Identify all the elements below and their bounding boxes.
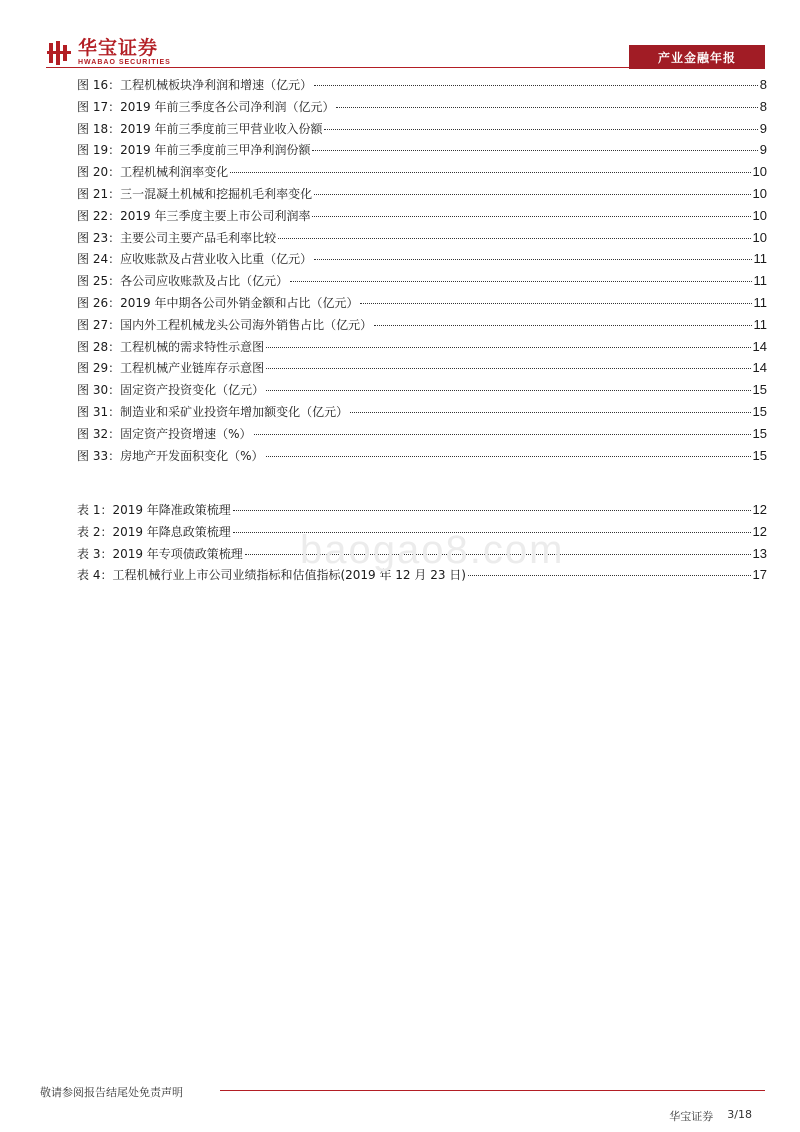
toc-entry-page: 15 bbox=[752, 382, 767, 398]
toc-entry[interactable] bbox=[77, 74, 767, 96]
header-divider bbox=[46, 67, 629, 68]
toc-leader-dots bbox=[336, 107, 757, 108]
toc-leader-dots bbox=[233, 510, 751, 511]
toc-leader-dots bbox=[290, 281, 751, 282]
toc-entry-label: 表 4：工程机械行业上市公司业绩指标和估值指标(2019 年 12 月 23 日) bbox=[77, 568, 466, 583]
toc-leader-dots bbox=[314, 85, 758, 86]
toc-entry-label: 图 20：工程机械利润率变化 bbox=[77, 165, 229, 180]
toc-entry-page: 8 bbox=[759, 98, 767, 114]
toc-leader-dots bbox=[266, 390, 750, 391]
toc-leader-dots bbox=[324, 129, 757, 130]
toc-entry[interactable] bbox=[77, 423, 767, 445]
toc-entry-page: 11 bbox=[753, 294, 767, 310]
toc-entry-label: 图 23：主要公司主要产品毛利率比较 bbox=[77, 230, 277, 245]
page-header bbox=[0, 0, 800, 70]
toc-entry-label: 图 25：各公司应收账款及占比（亿元） bbox=[77, 274, 289, 289]
company-logo bbox=[46, 38, 171, 67]
toc-entry-page: 13 bbox=[752, 545, 767, 561]
toc-entry-page: 11 bbox=[753, 316, 767, 332]
toc-leader-dots bbox=[266, 456, 751, 457]
toc-leader-dots bbox=[266, 347, 750, 348]
toc-entry[interactable] bbox=[77, 183, 767, 205]
toc-leader-dots bbox=[312, 150, 757, 151]
toc-leader-dots bbox=[278, 238, 750, 239]
toc-entry-label: 图 33：房地产开发面积变化（%） bbox=[77, 448, 264, 463]
toc-entry-label: 图 26：2019 年中期各公司外销金额和占比（亿元） bbox=[77, 295, 359, 310]
logo-chinese-name: 华宝证券 bbox=[78, 37, 159, 59]
toc-entry[interactable] bbox=[77, 379, 767, 401]
toc-entry-page: 12 bbox=[752, 523, 767, 539]
toc-leader-dots bbox=[468, 575, 751, 576]
toc-leader-dots bbox=[266, 368, 750, 369]
toc-entry-page: 9 bbox=[759, 142, 767, 158]
hwabao-logo-icon bbox=[46, 39, 74, 67]
toc-entry-page: 10 bbox=[752, 207, 767, 223]
toc-entry[interactable] bbox=[77, 357, 767, 379]
toc-entry-page: 14 bbox=[752, 338, 767, 354]
footer-company: 华宝证券 bbox=[669, 1110, 714, 1123]
toc-entry-label: 图 30：固定资产投资变化（亿元） bbox=[77, 383, 265, 398]
toc-leader-dots bbox=[230, 172, 750, 173]
toc-leader-dots bbox=[314, 194, 750, 195]
toc-entry-label: 表 2：2019 年降息政策梳理 bbox=[77, 524, 231, 539]
toc-entry-label: 图 22：2019 年三季度主要上市公司利润率 bbox=[77, 208, 311, 223]
report-type-badge: 产业金融年报 bbox=[629, 45, 765, 69]
toc-entry[interactable] bbox=[77, 270, 767, 292]
footer-divider bbox=[220, 1090, 765, 1091]
toc-leader-dots bbox=[350, 412, 750, 413]
toc-entry-page: 10 bbox=[752, 185, 767, 201]
toc-entry-label: 表 1：2019 年降准政策梳理 bbox=[77, 503, 231, 517]
toc-entry[interactable] bbox=[77, 139, 767, 161]
toc-leader-dots bbox=[360, 303, 751, 304]
toc-entry[interactable] bbox=[77, 314, 767, 336]
toc-entry-label: 图 16：工程机械板块净利润和增速（亿元） bbox=[77, 78, 313, 92]
toc-entry-page: 9 bbox=[759, 120, 767, 136]
toc-entry-label: 图 17：2019 年前三季度各公司净利润（亿元） bbox=[77, 99, 335, 114]
toc-leader-dots bbox=[374, 325, 751, 326]
toc-entry-page: 15 bbox=[752, 425, 767, 441]
toc-entry-page: 15 bbox=[752, 447, 767, 463]
toc-leader-dots bbox=[314, 259, 751, 260]
toc-entry[interactable] bbox=[77, 96, 767, 118]
toc-entry[interactable] bbox=[77, 292, 767, 314]
toc-leader-dots bbox=[254, 434, 751, 435]
toc-entry-page: 8 bbox=[759, 77, 767, 92]
toc-entry-label: 图 21：三一混凝土机械和挖掘机毛利率变化 bbox=[77, 186, 313, 201]
toc-leader-dots bbox=[312, 216, 750, 217]
toc-entry[interactable] bbox=[77, 445, 767, 467]
toc-entry-page: 12 bbox=[752, 502, 767, 517]
toc-entry-label: 图 18：2019 年前三季度前三甲营业收入份额 bbox=[77, 121, 323, 136]
toc-entry-label: 图 19：2019 年前三季度前三甲净利润份额 bbox=[77, 143, 311, 158]
page-footer bbox=[0, 1080, 800, 1132]
toc-entry-label: 表 3：2019 年专项债政策梳理 bbox=[77, 546, 243, 561]
toc-entry[interactable] bbox=[77, 161, 767, 183]
toc-entry[interactable] bbox=[77, 336, 767, 358]
toc-entry-page: 14 bbox=[752, 360, 767, 376]
toc-entry-label: 图 28：工程机械的需求特性示意图 bbox=[77, 339, 265, 354]
toc-entry[interactable] bbox=[77, 248, 767, 270]
toc-entry-label: 图 27：国内外工程机械龙头公司海外销售占比（亿元） bbox=[77, 317, 373, 332]
disclaimer-note: 敬请参阅报告结尾处免责声明 bbox=[40, 1086, 183, 1099]
watermark: baogao8.com bbox=[300, 528, 565, 572]
toc-entry-page: 10 bbox=[752, 229, 767, 245]
toc-entry[interactable] bbox=[77, 401, 767, 423]
figure-list bbox=[77, 74, 767, 466]
toc-entry-label: 图 31：制造业和采矿业投资年增加额变化（亿元） bbox=[77, 404, 349, 419]
toc-entry-page: 11 bbox=[753, 273, 767, 289]
toc-entry-page: 17 bbox=[752, 567, 767, 583]
logo-english-name: HWABAO SECURITIES bbox=[78, 59, 171, 66]
toc-entry[interactable] bbox=[77, 227, 767, 249]
toc-entry-page: 15 bbox=[752, 403, 767, 419]
toc-entry-page: 10 bbox=[752, 164, 767, 180]
toc-entry-label: 图 29：工程机械产业链库存示意图 bbox=[77, 361, 265, 376]
toc-entry[interactable] bbox=[77, 205, 767, 227]
page-number: 3/18 bbox=[727, 1108, 752, 1121]
toc-entry-page: 11 bbox=[753, 251, 767, 267]
toc-entry[interactable] bbox=[77, 118, 767, 140]
toc-entry-label: 图 32：固定资产投资增速（%） bbox=[77, 426, 252, 441]
toc-entry-label: 图 24：应收账款及占营业收入比重（亿元） bbox=[77, 252, 313, 267]
toc-entry[interactable] bbox=[77, 499, 767, 521]
